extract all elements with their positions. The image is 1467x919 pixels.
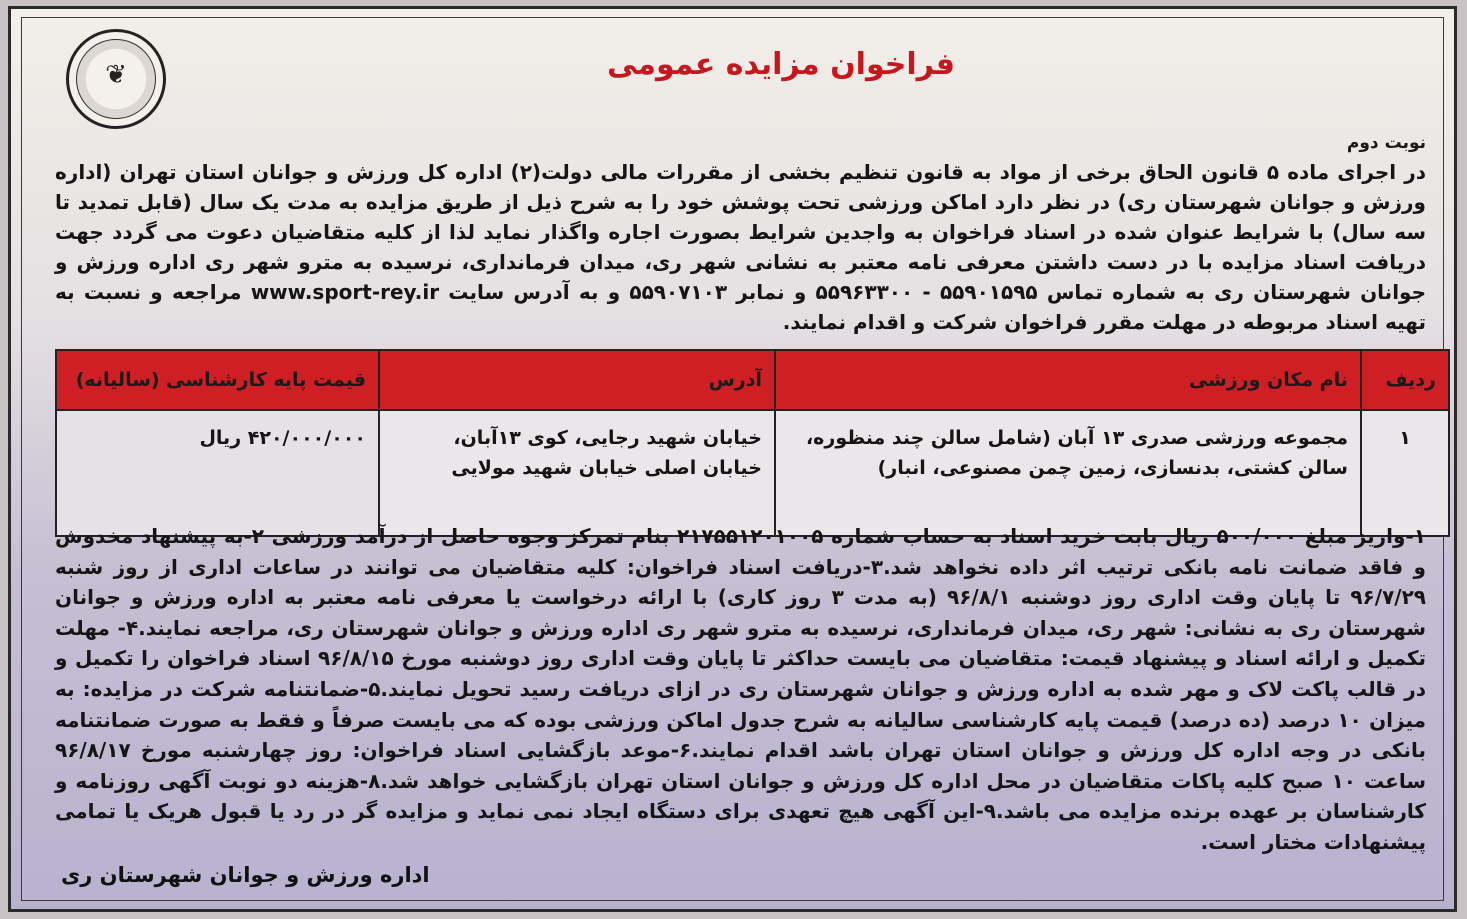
cell-name: مجموعه ورزشی صدری ۱۳ آبان (شامل سالن چند منظوره، سالن کشتی، بدنسازی، زمین چمن مصنوعی، انبار) bbox=[775, 410, 1361, 536]
round-label: نوبت دوم bbox=[1346, 133, 1426, 153]
col-header-name: نام مکان ورزشی bbox=[775, 350, 1361, 410]
cell-price: ۴۲۰/۰۰۰/۰۰۰ ریال bbox=[56, 410, 379, 536]
terms-paragraph: ۱-واریز مبلغ ۵۰۰/۰۰۰ ریال بابت خرید اسناد به حساب شماره ۲۱۷۵۵۱۲۰۱۰۰۵ بنام تمرکز وجوه حاصل از درآمد ورزشی ۲-به پیشنهاد مخدوش و فاقد ضمانت نامه بانکی ترتیب اثر داده نخواهد شد.۳-دریافت اسناد فراخوان: کلیه متقاضیان می توانند در ساعات اداری از روز شنبه ۹۶/۷/۲۹ تا پایان وقت اداری روز دوشنبه ۹۶/۸/۱ (به مدت ۳ روز کاری) با ارائه درخواست یا معرفی نامه معتبر به اداره ورزش و جوانان شهرستان ری به نشانی: شهر ری، میدان فرمانداری، نرسیده به مترو شهر ری اداره ورزش و جوانان شهرستان ری، مراجعه نمایند.۴- مهلت تکمیل و ارائه اسناد و پیشنهاد قیمت: متقاضیان می بایست حداکثر تا پایان وقت اداری روز دوشنبه مورخ ۹۶/۸/۱۵ اسناد فراخوان را تکمیل و در قالب پاکت لاک و مهر شده به اداره ورزش و جوانان شهرستان ری در ازای دریافت رسید تحویل نمایند.۵-ضمانتنامه شرکت در مزایده: به میزان ۱۰ درصد (ده درصد) قیمت پایه کارشناسی سالیانه به شرح جدول اماکن ورزشی بوده که می بایست صرفاً و فقط به صورت ضمانتنامه بانکی در وجه اداره کل ورزش و جوانان استان تهران باشد اقدام نمایند.۶-موعد بازگشایی اسناد فراخوان: روز چهارشنبه مورخ ۹۶/۸/۱۷ ساعت ۱۰ صبح کلیه پاکات متقاضیان در محل اداره کل ورزش و جوانان استان تهران بازگشایی خواهد شد.۸-هزینه دو نوبت آگهی روزنامه و کارشناسان بر عهده برنده مزایده می باشد.۹-این آگهی هیچ تعهدی برای دستگاه ایجاد نمی نماید و مزایده گر در رد یا قبول هریک یا تمامی پیشنهادات مختار است. bbox=[55, 524, 1427, 854]
advertisement-page bbox=[8, 6, 1457, 912]
seal-emblem-icon: ❦ bbox=[105, 60, 127, 90]
table-row bbox=[56, 410, 1449, 536]
cell-address: خیابان شهید رجایی، کوی ۱۳آبان، خیابان اصلی خیابان شهید مولایی bbox=[379, 410, 775, 536]
organization-seal bbox=[66, 29, 166, 129]
page-title: فراخوان مزایده عمومی bbox=[607, 47, 955, 82]
col-header-row: ردیف bbox=[1361, 350, 1449, 410]
col-header-price: قیمت پایه کارشناسی (سالیانه) bbox=[56, 350, 379, 410]
signature: اداره ورزش و جوانان شهرستان ری bbox=[61, 863, 430, 887]
intro-paragraph: در اجرای ماده ۵ قانون الحاق برخی از مواد به قانون تنظیم بخشی از مقررات مالی دولت(۲) اداره کل ورزش و جوانان استان تهران (اداره ورزش و جوانان شهرستان ری) در نظر دارد اماکن ورزشی تحت پوشش خود را به شرح ذیل از طریق مزایده به مدت یک سال (قابل تمدید تا سه سال) با شرایط عنوان شده در اسناد فراخوان به واجدین شرایط بصورت اجاره واگذار نماید لذا از کلیه متقاضیان دعوت می گردد جهت دریافت اسناد مزایده با در دست داشتن معرفی نامه معتبر به نشانی شهر ری، میدان فرمانداری، نرسیده به مترو شهر ری اداره ورزش و جوانان شهرستان ری به شماره تماس ۵۵۹۰۱۵۹۵ - ۵۵۹۶۳۳۰۰ و نمابر ۵۵۹۰۷۱۰۳ و به آدرس سایت www.sport-rey.ir مراجعه و نسبت به تهیه اسناد مربوطه در مهلت مقرر فراخوان شرکت و اقدام نمایند. bbox=[55, 160, 1426, 334]
cell-row: ۱ bbox=[1361, 410, 1449, 536]
table-header-row bbox=[56, 350, 1449, 410]
lots-table bbox=[55, 349, 1450, 537]
col-header-address: آدرس bbox=[379, 350, 775, 410]
